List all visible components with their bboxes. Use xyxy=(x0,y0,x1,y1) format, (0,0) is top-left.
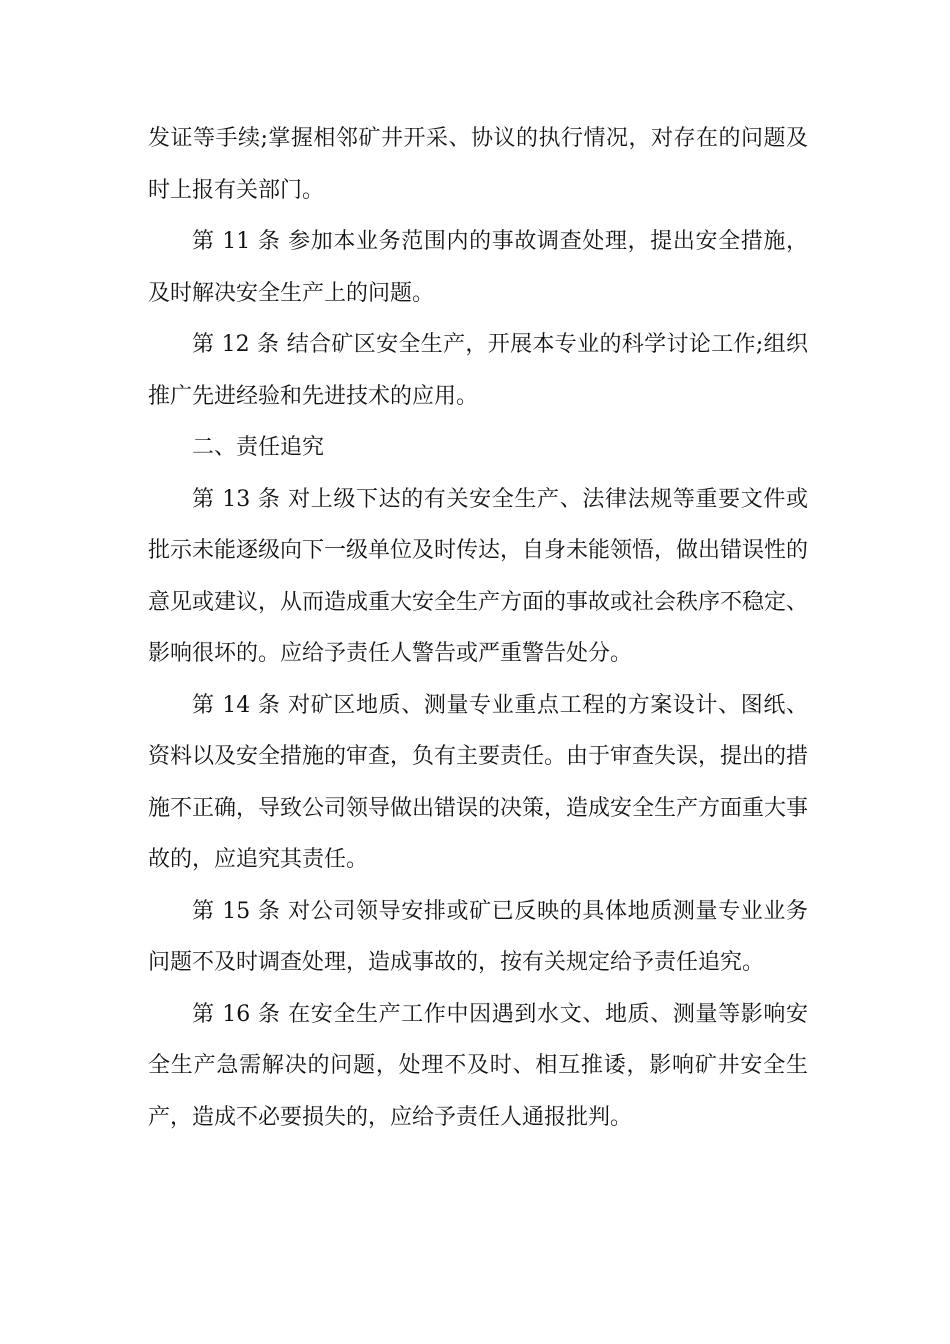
paragraph-continuation: 发证等手续;掌握相邻矿井开采、协议的执行情况，对存在的问题及时上报有关部门。 xyxy=(148,126,808,203)
section-heading-responsibility: 二、责任追究 xyxy=(192,435,325,460)
paragraph-article-15: 第 15 条 对公司领导安排或矿已反映的具体地质测量专业业务问题不及时调查处理，造成事故的，按有关规定给予责任追究。 xyxy=(148,898,808,975)
paragraph-article-12: 第 12 条 结合矿区安全生产，开展本专业的科学讨论工作;组织推广先进经验和先进技术的应用。 xyxy=(148,332,808,409)
document-body xyxy=(148,113,808,1143)
paragraph-article-13: 第 13 条 对上级下达的有关安全生产、法律法规等重要文件或批示未能逐级向下一级单位及时传达，自身未能领悟，做出错误性的意见或建议，从而造成重大安全生产方面的事故或社会秩序不稳定、影响很坏的。应给予责任人警告或严重警告处分。 xyxy=(148,486,809,666)
paragraph-article-14: 第 14 条 对矿区地质、测量专业重点工程的方案设计、图纸、资料以及安全措施的审查，负有主要责任。由于审查失误，提出的措施不正确，导致公司领导做出错误的决策，造成安全生产方面重大事故的，应追究其责任。 xyxy=(148,692,809,872)
paragraph-article-16: 第 16 条 在安全生产工作中因遇到水文、地质、测量等影响安全生产急需解决的问题，处理不及时、相互推诿，影响矿井安全生产，造成不必要损失的，应给予责任人通报批判。 xyxy=(148,1001,808,1130)
paragraph-article-11: 第 11 条 参加本业务范围内的事故调查处理，提出安全措施，及时解决安全生产上的问题。 xyxy=(148,229,808,306)
